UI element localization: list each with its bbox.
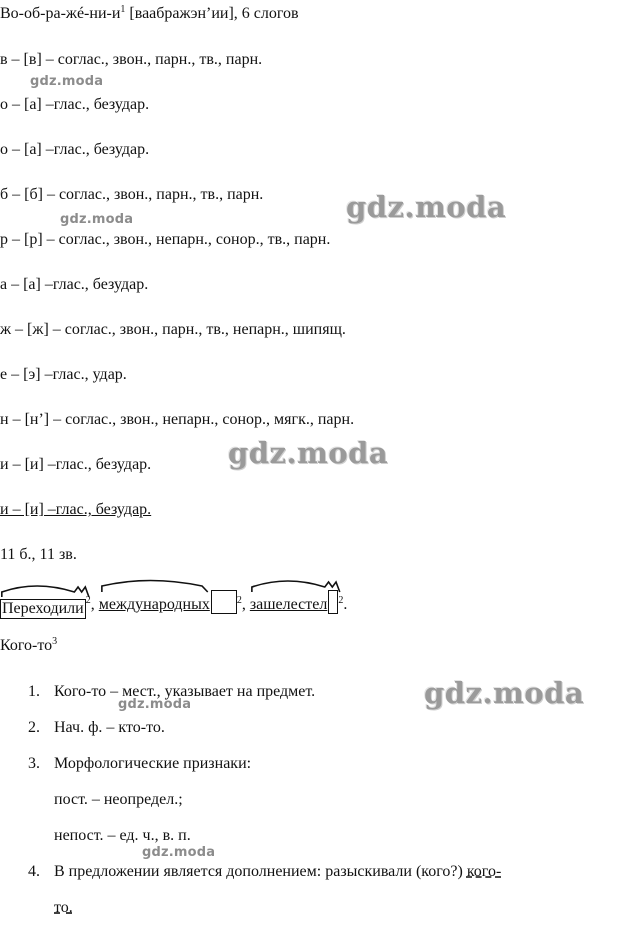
word-text: международных xyxy=(98,596,210,613)
heading-word: Кого-то xyxy=(0,637,53,654)
list-item-continuation xyxy=(54,898,73,918)
morpheme-word-2 xyxy=(99,590,242,615)
list-text: Морфологические признаки: xyxy=(54,755,252,772)
watermark: gdz.moda xyxy=(142,845,216,860)
list-item xyxy=(28,718,165,738)
list-number: 2. xyxy=(28,719,40,736)
ending-box xyxy=(328,590,338,614)
footnote-marker: 2 xyxy=(236,595,242,606)
morph-heading xyxy=(0,636,57,656)
phonetic-line: а – [а] –глас., безудар. xyxy=(0,276,149,293)
list-text: В предложении является дополнением: разыскивали (кого?) xyxy=(54,863,467,880)
list-number: 4. xyxy=(28,863,40,880)
footnote-marker: 3 xyxy=(52,636,58,647)
list-number: 3. xyxy=(28,755,40,772)
phonetic-line: в – [в] – соглас., звон., парн., тв., парн. xyxy=(0,51,263,68)
list-item xyxy=(28,754,251,774)
list-text: Нач. ф. – кто-то. xyxy=(54,719,165,736)
transcription: [ваабражэн’ии], 6 слогов xyxy=(129,5,299,22)
phonetic-line: н – [н’] – соглас., звон., непарн., сонор., мягк., парн. xyxy=(0,411,355,428)
footnote-marker: 1 xyxy=(120,4,126,15)
phonetic-line: р – [р] – соглас., звон., непарн., сонор., тв., парн. xyxy=(0,231,331,248)
phonetic-line: о – [а] –глас., безудар. xyxy=(0,141,150,158)
phonetic-line: и – [и] –глас., безудар. xyxy=(0,456,152,473)
root-arc-icon xyxy=(99,579,242,593)
punctuation: , xyxy=(90,596,95,613)
object-word: кого- xyxy=(466,863,502,880)
punctuation: . xyxy=(343,596,348,613)
root-arc-icon xyxy=(0,584,91,598)
root-arc-icon xyxy=(250,579,344,593)
phonetic-line: ж – [ж] – соглас., звон., парн., тв., непарн., шипящ. xyxy=(0,321,346,338)
footnote-marker: 2 xyxy=(85,595,91,606)
watermark: gdz.moda xyxy=(30,74,104,89)
object-word: то. xyxy=(54,899,73,916)
watermark: gdz.moda xyxy=(118,697,192,712)
ending-box xyxy=(211,590,237,614)
phonetic-line: е – [э] –глас., удар. xyxy=(0,366,127,383)
stem-box: Переходили xyxy=(2,600,84,617)
morpheme-word-1 xyxy=(0,595,91,619)
phonetic-line: о – [а] –глас., безудар. xyxy=(0,96,150,113)
watermark: gdz.moda xyxy=(60,212,134,227)
punctuation: , xyxy=(241,596,246,613)
watermark: gdz.moda xyxy=(424,676,585,710)
feature-constant: пост. – неопредел.; xyxy=(54,791,183,808)
morpheme-line xyxy=(0,590,347,619)
watermark: gdz.moda xyxy=(346,190,507,224)
list-text: Кого-то – мест., указывает на предмет. xyxy=(54,683,316,700)
analyzed-word: Во-об-ра-жé-ни-и xyxy=(0,5,121,22)
phonetic-line: б – [б] – соглас., звон., парн., тв., парн. xyxy=(0,186,264,203)
feature-nonconstant: непост. – ед. ч., в. п. xyxy=(54,827,191,844)
morpheme-word-3 xyxy=(250,590,344,615)
watermark: gdz.moda xyxy=(228,436,389,470)
header-line xyxy=(0,4,299,24)
list-item xyxy=(28,862,501,882)
word-text: зашелестел xyxy=(249,596,328,613)
phonetic-line: и – [и] –глас., безудар. xyxy=(0,501,152,518)
list-number: 1. xyxy=(28,683,40,700)
footnote-marker: 2 xyxy=(338,595,344,606)
summary-line: 11 б., 11 зв. xyxy=(0,546,77,563)
